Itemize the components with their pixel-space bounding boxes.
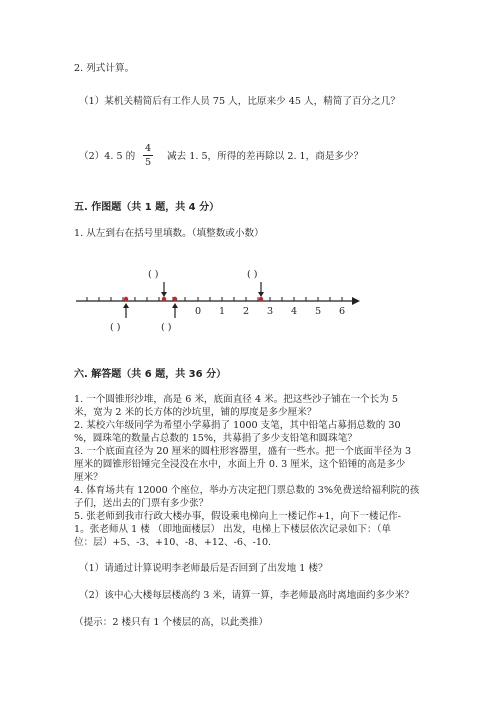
answer-blank-bottom-1[interactable]: ( ): [110, 322, 121, 333]
section6-line: 3. 一个底面直径为 20 厘米的圆柱形容器里，盛有一些水。把一个底面半径为 3: [74, 446, 412, 457]
answer-blank-bottom-2[interactable]: ( ): [161, 322, 172, 333]
section2-heading: 2. 列式计算。: [74, 63, 135, 74]
section6-line: 4. 体育场共有 12000 个座位，举办方决定把门票总数的 3%免费送给福利院的孩: [74, 485, 420, 496]
section2-question-2-prefix: （2）4. 5 的: [79, 151, 136, 162]
section5-heading: 五. 作图题（共 1 题，共 4 分）: [74, 202, 220, 213]
answer-blank-top-1[interactable]: ( ): [148, 269, 159, 280]
tick-label-6: 6: [339, 306, 346, 317]
down-arrowhead-icon: [258, 292, 264, 297]
red-point-marker: [124, 297, 128, 301]
section6-line: 厘米的圆锥形铅锤完全浸没在水中，水面上升 0. 3 厘米，这个铅锤的高是多少: [74, 459, 406, 470]
red-point-marker: [173, 297, 177, 301]
red-point-marker: [259, 297, 263, 301]
tick-label-5: 5: [315, 306, 322, 317]
section6-line: 2. 某校六年级同学为希望小学募捐了 1000 支笔，其中铅笔占募捐总数的 30: [74, 420, 401, 431]
tick-label-1: 1: [219, 306, 226, 317]
down-arrowhead-icon: [161, 292, 167, 297]
section5-question-1: 1. 从左到右在括号里填数。（填整数或小数）: [74, 228, 264, 239]
section6-line: 1。张老师从 1 楼 （即地面楼层） 出发，电梯上下楼层依次记录如下：（单: [74, 524, 392, 535]
section6-line: 子们，送出去的门票有多少张？: [74, 498, 209, 509]
tick-label-0: 0: [195, 306, 202, 317]
section6-heading: 六. 解答题（共 6 题，共 36 分）: [74, 369, 227, 380]
tick-label-2: 2: [243, 306, 250, 317]
tick-label-3: 3: [267, 306, 274, 317]
section6-line: %，圆珠笔的数量占总数的 15%，共募捐了多少支铅笔和圆珠笔？: [74, 433, 357, 444]
section6-line: 5. 张老师到我市行政大楼办事，假设乘电梯向上一楼记作+1，向下一楼记作-: [74, 511, 401, 522]
section6-line: 位：层）+5、-3、+10、-8、+12、-6、-10.: [74, 537, 272, 548]
up-arrowhead-icon: [172, 303, 178, 308]
section6-line: 1. 一个圆锥形沙堆，高是 6 米，底面直径 4 米。把这些沙子铺在一个长为 5: [74, 394, 398, 405]
section2-question-2-suffix: 减去 1. 5，所得的差再除以 2. 1，商是多少？: [167, 151, 364, 162]
section2-question-1: （1）某机关精简后有工作人员 75 人，比原来少 45 人，精简了百分之几？: [79, 96, 400, 107]
red-point-marker: [162, 297, 166, 301]
section6-subquestion-2: （2）该中心大楼每层楼高约 3 米，请算一算，李老师最高时离地面约多少米？: [79, 590, 414, 601]
section6-line: 米，宽为 2 米的长方体的沙坑里，铺的厚度是多少厘米？: [74, 407, 317, 418]
up-arrowhead-icon: [123, 303, 129, 308]
section6-subquestion-1: （1）请通过计算说明李老师最后是否回到了出发地 1 楼？: [79, 563, 328, 574]
fraction-numerator: 4: [144, 143, 152, 154]
fraction-denominator: 5: [144, 157, 152, 168]
tick-label-4: 4: [291, 306, 298, 317]
number-line-arrowhead: [352, 297, 360, 305]
section6-line: 厘米？: [74, 472, 103, 483]
section6-hint: （提示：2 楼只有 1 个楼层的高，以此类推）: [74, 617, 269, 628]
answer-blank-top-2[interactable]: ( ): [247, 269, 258, 280]
